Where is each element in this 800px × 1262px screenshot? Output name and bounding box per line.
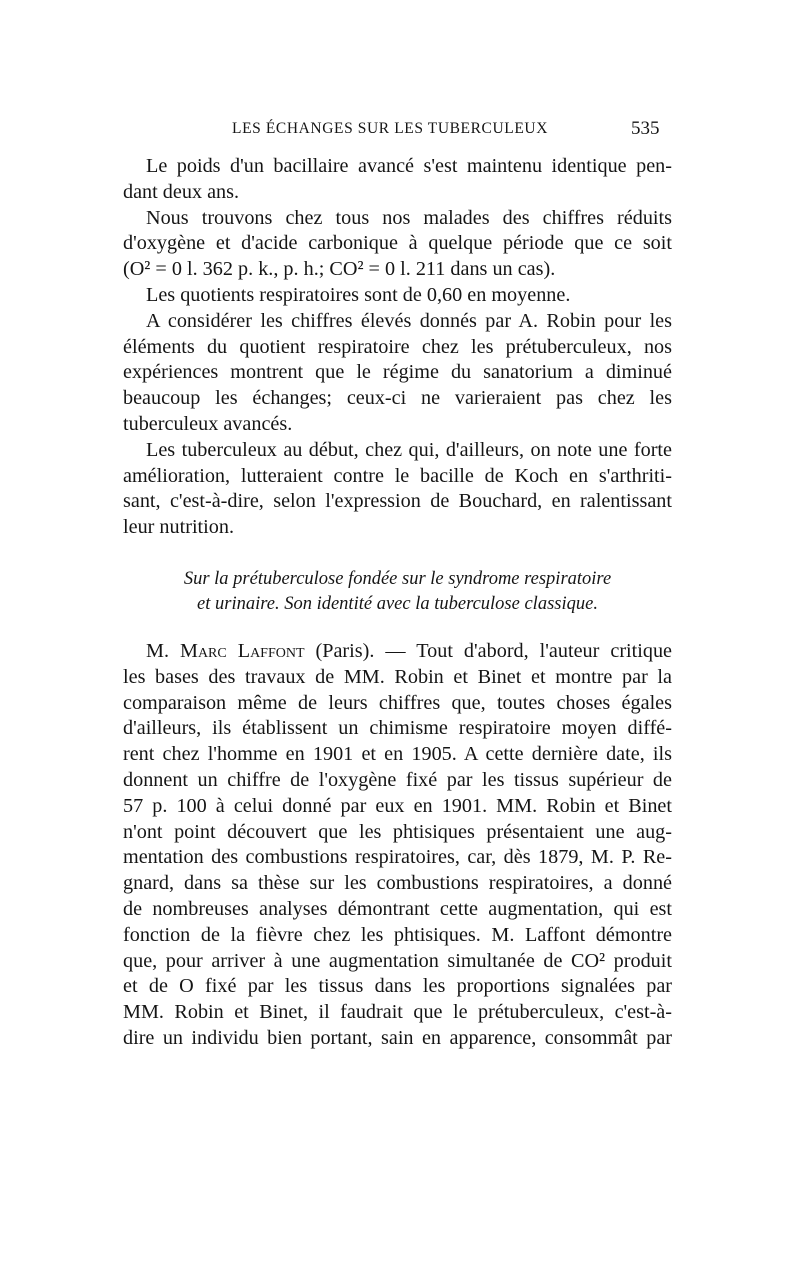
section-heading [123, 567, 672, 617]
text-line: sant, c'est-à-dire, selon l'expression de Bouchard, en ralentissant [123, 490, 672, 513]
text-line: les bases des travaux de MM. Robin et Binet et montre par la [123, 665, 672, 688]
text-line: Le poids d'un bacillaire avancé s'est maintenu identique pen- [146, 155, 672, 177]
text-line: d'ailleurs, ils établissent un chimisme respiratoire moyen diffé- [123, 717, 672, 740]
text-line: mentation des combustions respiratoires, car, dès 1879, M. P. Re- [123, 846, 672, 869]
running-header [0, 116, 800, 146]
text-line: éléments du quotient respiratoire chez les prétuberculeux, nos [123, 335, 672, 358]
text-line: dire un individu bien portant, sain en apparence, consommât par [123, 1026, 672, 1049]
text-line: leur nutrition. [123, 516, 235, 539]
paragraph-4 [123, 309, 672, 438]
running-title: LES ÉCHANGES SUR LES TUBERCULEUX [232, 120, 549, 137]
text-line: (O² = 0 l. 362 p. k., p. h.; CO² = 0 l. 211 dans un cas). [123, 258, 556, 281]
text-line: beaucoup les échanges; ceux-ci ne varieraient pas chez les [123, 387, 672, 410]
paragraph-1 [123, 154, 672, 206]
author-paragraph [123, 639, 672, 1052]
author-name: Marc Laffont [180, 639, 305, 662]
text-line: d'oxygène et d'acide carbonique à quelque période que ce soit [123, 232, 672, 255]
text-line: et de O fixé par les tissus dans les proportions signalées par [123, 975, 672, 998]
text-line: amélioration, lutteraient contre le bacille de Koch en s'arthriti- [123, 464, 672, 487]
text-line: expériences montrent que le régime du sanatorium a diminué [123, 361, 672, 384]
text-line: MM. Robin et Binet, il faudrait que le prétuberculeux, c'est-à- [123, 1001, 672, 1024]
text-line: Nous trouvons chez tous nos malades des chiffres réduits [146, 206, 672, 229]
paragraph-5 [123, 438, 672, 541]
text-line: de nombreuses analyses démontrant cette augmentation, qui est [123, 897, 672, 920]
text-line: donnent un chiffre de l'oxygène fixé par les tissus supérieur de [123, 768, 672, 791]
text-line: n'ont point découvert que les phtisiques présentaient une aug- [123, 820, 672, 843]
page-body [123, 154, 672, 1052]
text-line: 57 p. 100 à celui donné par eux en 1901. MM. Robin et Binet [123, 794, 672, 817]
text-line: comparaison même de leurs chiffres que, toutes choses égales [123, 691, 672, 714]
text-line: que, pour arriver à une augmentation simultanée de CO² produit [123, 949, 672, 972]
heading-line: Sur la prétuberculose fondée sur le syndrome respiratoire [183, 568, 612, 589]
paragraph-2 [123, 206, 672, 283]
author-prefix: M. [146, 639, 180, 662]
text-line: dant deux ans. [123, 180, 240, 203]
author-place: (Paris). [304, 639, 375, 662]
text-line: gnard, dans sa thèse sur les combustions respiratoires, a donné [123, 872, 672, 895]
text-line: A considérer les chiffres élevés donnés par A. Robin pour les [146, 309, 672, 332]
paragraph-3 [123, 283, 672, 309]
text-line: tuberculeux avancés. [123, 412, 293, 435]
text-line: rent chez l'homme en 1901 et en 1905. A cette dernière date, ils [123, 743, 672, 766]
text-line: Les tuberculeux au début, chez qui, d'ailleurs, on note une forte [146, 438, 672, 461]
heading-line: et urinaire. Son identité avec la tuberculose classique. [197, 593, 598, 614]
text-line [123, 639, 672, 665]
text-line: fonction de la fièvre chez les phtisiques. M. Laffont démontre [123, 923, 672, 946]
text-line: Les quotients respiratoires sont de 0,60 en moyenne. [146, 283, 571, 306]
page-number: 535 [631, 118, 660, 139]
first-line-rest: — Tout d'abord, l'auteur critique [374, 639, 673, 662]
